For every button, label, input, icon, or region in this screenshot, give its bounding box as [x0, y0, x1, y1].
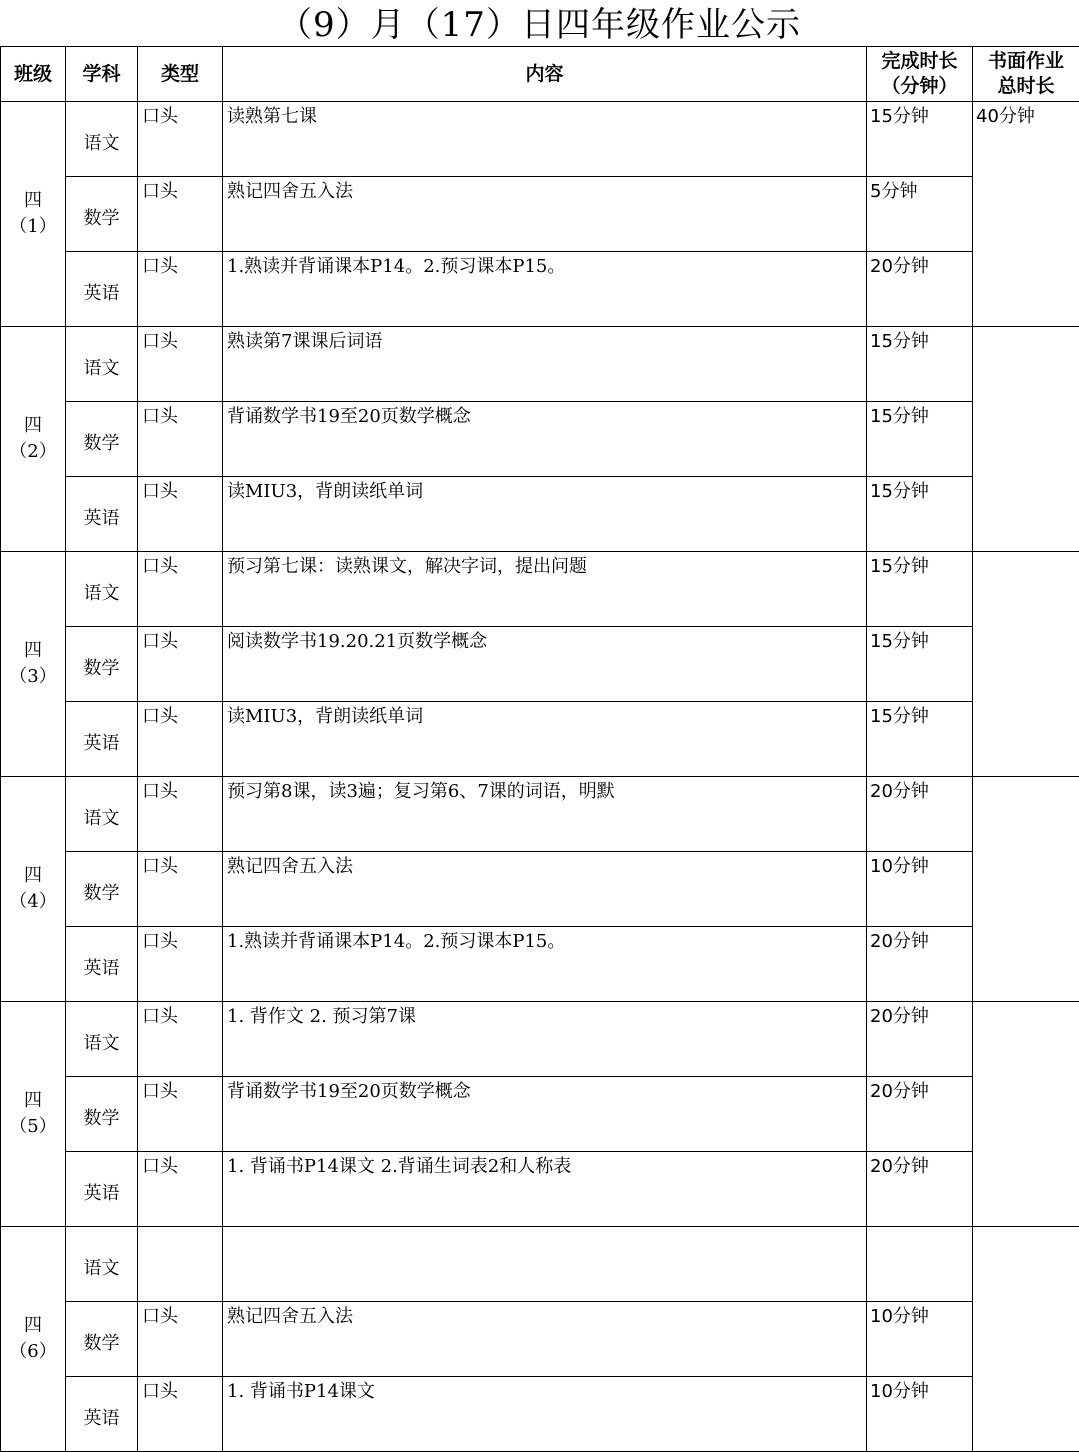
content-cell: 预习第8课，读3遍；复习第6、7课的词语，明默 — [223, 777, 867, 852]
type-cell: 口头 — [138, 402, 223, 477]
subject-cell: 英语 — [66, 477, 138, 552]
subject-cell: 语文 — [66, 777, 138, 852]
duration-cell — [867, 1227, 973, 1302]
content-cell: 熟记四舍五入法 — [223, 852, 867, 927]
table-row — [1, 552, 1079, 627]
content-cell: 1. 背作文 2. 预习第7课 — [223, 1002, 867, 1077]
type-cell: 口头 — [138, 327, 223, 402]
type-cell: 口头 — [138, 177, 223, 252]
class-cell — [1, 552, 66, 777]
table-row — [1, 252, 1079, 327]
content-cell: 读熟第七课 — [223, 102, 867, 177]
header-row — [1, 47, 1079, 102]
table-row — [1, 852, 1079, 927]
header-written-line2: 总时长 — [997, 75, 1054, 97]
class-number: （3） — [9, 666, 56, 687]
duration-cell: 20分钟 — [867, 927, 973, 1002]
table-row — [1, 777, 1079, 852]
subject-cell: 英语 — [66, 1377, 138, 1452]
duration-cell: 15分钟 — [867, 477, 973, 552]
table-body — [1, 102, 1079, 1452]
duration-cell: 10分钟 — [867, 1302, 973, 1377]
duration-cell: 15分钟 — [867, 702, 973, 777]
header-duration-line1: 完成时长 — [881, 50, 957, 72]
content-cell: 背诵数学书19至20页数学概念 — [223, 402, 867, 477]
header-duration-line2: （分钟） — [881, 75, 957, 97]
table-row — [1, 1302, 1079, 1377]
table-row — [1, 1377, 1079, 1452]
class-grade: 四 — [24, 1315, 42, 1336]
subject-cell: 英语 — [66, 702, 138, 777]
duration-cell: 15分钟 — [867, 627, 973, 702]
content-cell: 1. 背诵书P14课文 2.背诵生词表2和人称表 — [223, 1152, 867, 1227]
subject-cell: 英语 — [66, 1152, 138, 1227]
table-row — [1, 1002, 1079, 1077]
table-row — [1, 927, 1079, 1002]
type-cell: 口头 — [138, 1377, 223, 1452]
duration-cell: 15分钟 — [867, 552, 973, 627]
duration-cell: 20分钟 — [867, 1077, 973, 1152]
content-cell: 阅读数学书19.20.21页数学概念 — [223, 627, 867, 702]
duration-cell: 5分钟 — [867, 177, 973, 252]
written-total-cell — [973, 777, 1079, 1002]
subject-cell: 语文 — [66, 327, 138, 402]
subject-cell: 语文 — [66, 1002, 138, 1077]
class-grade: 四 — [24, 640, 42, 661]
content-cell: 熟记四舍五入法 — [223, 1302, 867, 1377]
type-cell — [138, 1227, 223, 1302]
class-cell — [1, 1002, 66, 1227]
type-cell: 口头 — [138, 1077, 223, 1152]
header-content: 内容 — [223, 47, 867, 102]
subject-cell: 数学 — [66, 1077, 138, 1152]
subject-cell: 数学 — [66, 1302, 138, 1377]
class-number: （6） — [9, 1341, 56, 1362]
type-cell: 口头 — [138, 1152, 223, 1227]
duration-cell: 15分钟 — [867, 327, 973, 402]
class-number: （2） — [9, 441, 56, 462]
type-cell: 口头 — [138, 852, 223, 927]
content-cell: 背诵数学书19至20页数学概念 — [223, 1077, 867, 1152]
type-cell: 口头 — [138, 627, 223, 702]
class-number: （5） — [9, 1116, 56, 1137]
duration-cell: 10分钟 — [867, 852, 973, 927]
header-written-line1: 书面作业 — [988, 50, 1064, 72]
written-total-cell: 40分钟 — [973, 102, 1079, 327]
subject-cell: 语文 — [66, 1227, 138, 1302]
table-row — [1, 177, 1079, 252]
type-cell: 口头 — [138, 777, 223, 852]
type-cell: 口头 — [138, 702, 223, 777]
class-cell — [1, 1227, 66, 1452]
content-cell: 1.熟读并背诵课本P14。2.预习课本P15。 — [223, 927, 867, 1002]
content-cell: 熟记四舍五入法 — [223, 177, 867, 252]
type-cell: 口头 — [138, 927, 223, 1002]
header-written-total — [973, 47, 1079, 102]
table-row — [1, 327, 1079, 402]
type-cell: 口头 — [138, 102, 223, 177]
content-cell — [223, 1227, 867, 1302]
duration-cell: 15分钟 — [867, 402, 973, 477]
type-cell: 口头 — [138, 252, 223, 327]
class-number: （4） — [9, 891, 56, 912]
class-cell — [1, 777, 66, 1002]
table-row — [1, 1077, 1079, 1152]
homework-table — [0, 46, 1079, 1452]
duration-cell: 20分钟 — [867, 1152, 973, 1227]
type-cell: 口头 — [138, 1002, 223, 1077]
duration-cell: 10分钟 — [867, 1377, 973, 1452]
class-grade: 四 — [24, 865, 42, 886]
written-total-cell — [973, 1227, 1079, 1452]
written-total-cell — [973, 552, 1079, 777]
subject-cell: 数学 — [66, 852, 138, 927]
class-cell — [1, 327, 66, 552]
content-cell: 1. 背诵书P14课文 — [223, 1377, 867, 1452]
duration-cell: 15分钟 — [867, 102, 973, 177]
class-grade: 四 — [24, 415, 42, 436]
subject-cell: 数学 — [66, 177, 138, 252]
table-row — [1, 702, 1079, 777]
duration-cell: 20分钟 — [867, 777, 973, 852]
subject-cell: 英语 — [66, 927, 138, 1002]
subject-cell: 数学 — [66, 402, 138, 477]
subject-cell: 语文 — [66, 102, 138, 177]
content-cell: 读MIU3，背朗读纸单词 — [223, 702, 867, 777]
subject-cell: 数学 — [66, 627, 138, 702]
type-cell: 口头 — [138, 552, 223, 627]
table-row — [1, 402, 1079, 477]
duration-cell: 20分钟 — [867, 252, 973, 327]
type-cell: 口头 — [138, 477, 223, 552]
duration-cell: 20分钟 — [867, 1002, 973, 1077]
page-title: （9）月（17）日四年级作业公示 — [0, 0, 1079, 46]
header-subject: 学科 — [66, 47, 138, 102]
class-number: （1） — [9, 216, 56, 237]
content-cell: 预习第七课：读熟课文，解决字词，提出问题 — [223, 552, 867, 627]
content-cell: 1.熟读并背诵课本P14。2.预习课本P15。 — [223, 252, 867, 327]
header-class: 班级 — [1, 47, 66, 102]
class-grade: 四 — [24, 190, 42, 211]
content-cell: 熟读第7课课后词语 — [223, 327, 867, 402]
table-row — [1, 102, 1079, 177]
header-type: 类型 — [138, 47, 223, 102]
subject-cell: 英语 — [66, 252, 138, 327]
content-cell: 读MIU3，背朗读纸单词 — [223, 477, 867, 552]
class-grade: 四 — [24, 1090, 42, 1111]
written-total-cell — [973, 1002, 1079, 1227]
class-cell — [1, 102, 66, 327]
type-cell: 口头 — [138, 1302, 223, 1377]
written-total-cell — [973, 327, 1079, 552]
table-row — [1, 627, 1079, 702]
subject-cell: 语文 — [66, 552, 138, 627]
table-row — [1, 1152, 1079, 1227]
header-duration — [867, 47, 973, 102]
table-row — [1, 1227, 1079, 1302]
table-row — [1, 477, 1079, 552]
